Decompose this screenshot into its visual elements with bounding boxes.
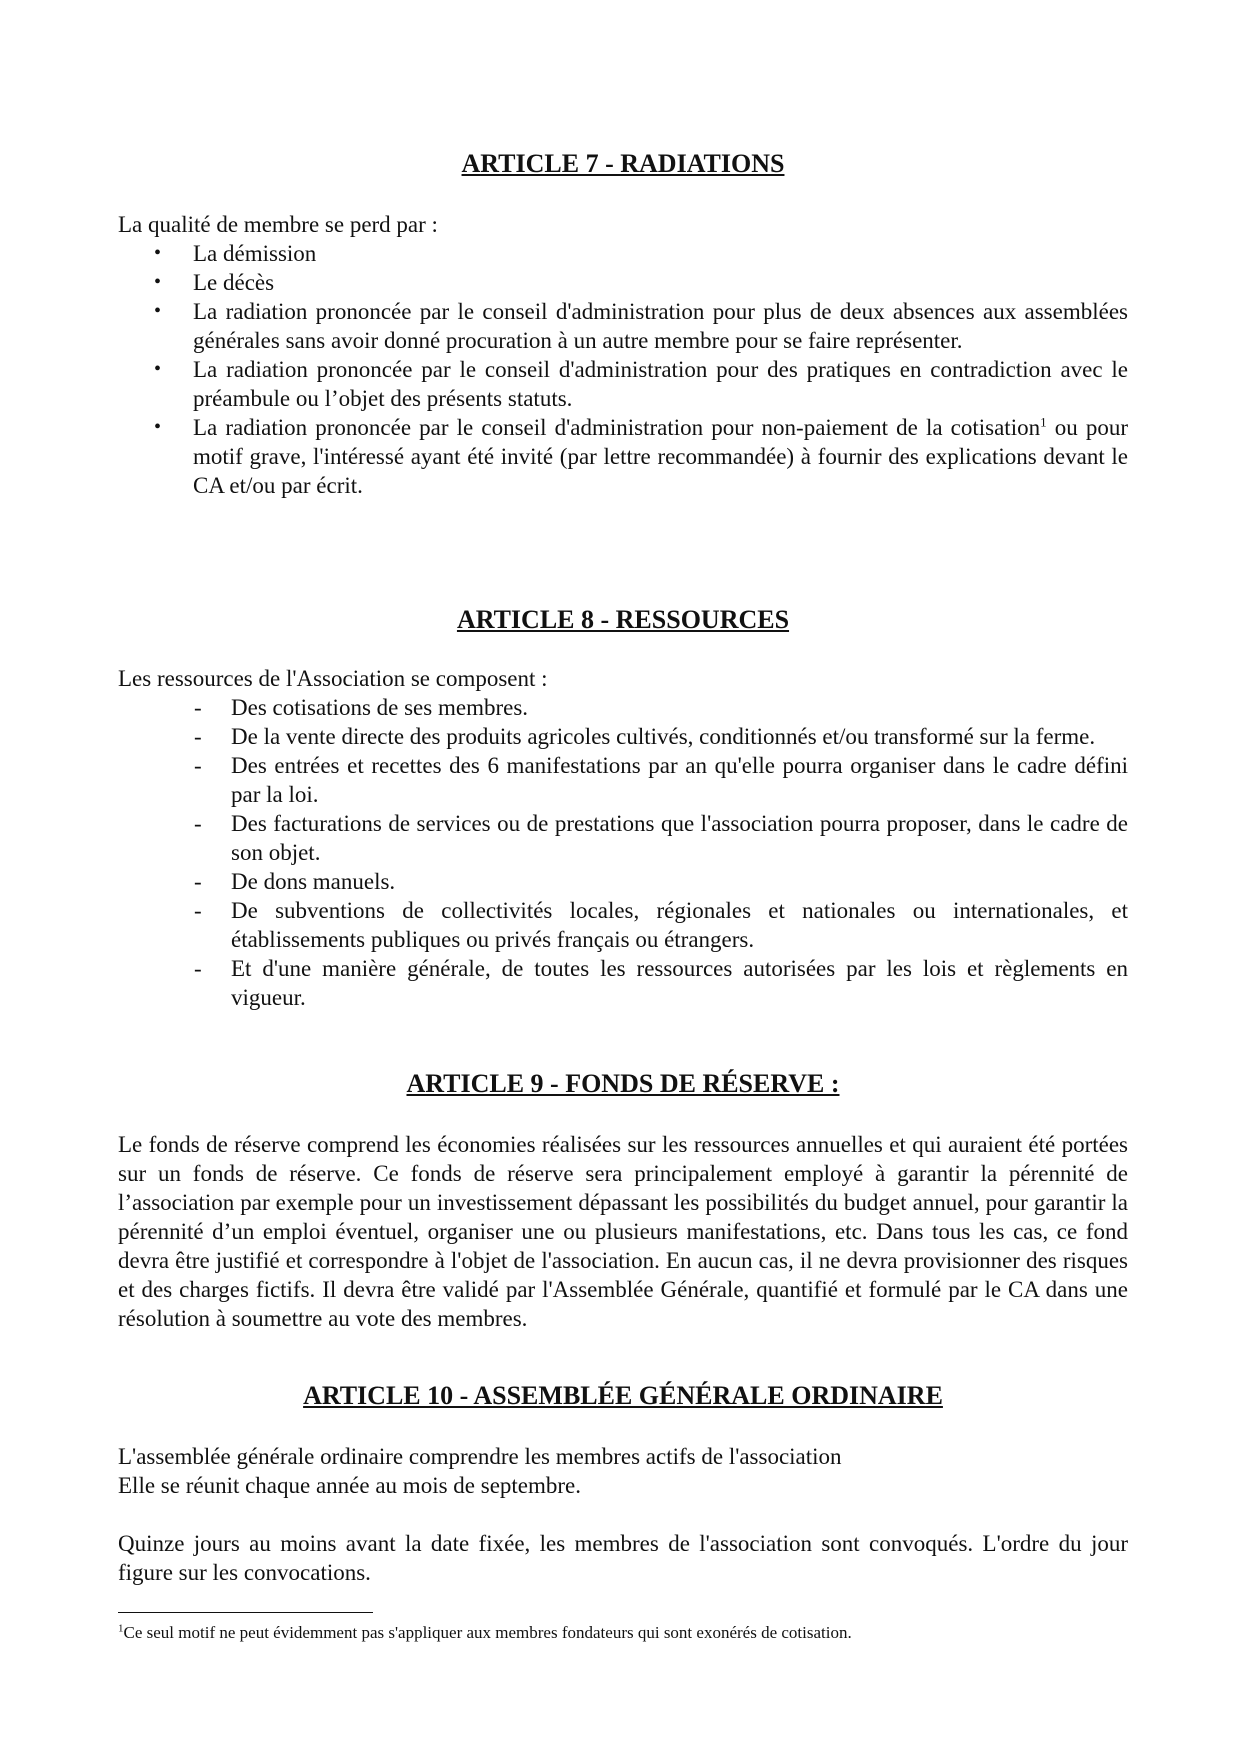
article-8-title: ARTICLE 8 - RESSOURCES — [456, 605, 790, 634]
article-9-body — [118, 1130, 1128, 1333]
article-9-title: ARTICLE 9 - FONDS DE RÉSERVE : — [406, 1069, 840, 1098]
bullet-icon: • — [154, 358, 162, 380]
article-9 — [118, 1068, 1128, 1100]
article-10-title: ARTICLE 10 - ASSEMBLÉE GÉNÉRALE ORDINAIRE — [303, 1381, 943, 1410]
footnote-text: Ce seul motif ne peut évidemment pas s'appliquer aux membres fondateurs qui sont exonérés de cotisation. — [123, 1623, 852, 1642]
list-item: - Des facturations de services ou de prestations que l'association pourra proposer, dans le cadre de son objet. — [194, 811, 1128, 865]
article-8-body — [118, 664, 1128, 1012]
dash-icon: - — [194, 753, 202, 778]
bullet-icon: • — [154, 300, 162, 322]
article-8 — [118, 604, 1128, 636]
list-item: • Le décès — [154, 270, 275, 295]
list-item: - Des cotisations de ses membres. — [194, 695, 529, 720]
article-9-paragraph: Le fonds de réserve comprend les économies réalisées sur les ressources annuelles et qui auraient été portées sur un fonds de réserve. Ce fonds de réserve sera principalement employé à garantir la pérennité de l’association par exemple pour un investissement dépassant les possibilités du budget annuel, pour garantir la pérennité d’un emploi éventuel, organiser une ou plusieurs manifestations, etc. Dans tous les cas, ce fond devra être justifié et correspondre à l'objet de l'association. En aucun cas, il ne devra provisionner des risques et des charges fictifs. Il devra être validé par l'Assemblée Générale, quantifié et formulé par le CA dans une résolution à soumettre au vote des membres. — [118, 1132, 1128, 1331]
list-item: - De dons manuels. — [194, 869, 396, 894]
dash-icon: - — [194, 811, 202, 836]
article-10-line-2: Elle se réunit chaque année au mois de septembre. — [118, 1473, 582, 1498]
dash-icon: - — [194, 869, 202, 894]
article-7-list — [118, 239, 1128, 500]
article-10-body — [118, 1442, 1128, 1587]
dash-icon: - — [194, 898, 202, 923]
list-item: • La radiation prononcée par le conseil d'administration pour des pratiques en contradiction avec le préambule ou l’objet des présents statuts. — [154, 357, 1128, 411]
dash-icon: - — [194, 956, 202, 981]
list-item: • La démission — [154, 241, 317, 266]
list-item: - De subventions de collectivités locales, régionales et nationales ou internationales, et établissements publiques ou privés français ou étrangers. — [194, 898, 1128, 952]
list-item: • La radiation prononcée par le conseil d'administration pour plus de deux absences aux assemblées générales sans avoir donné procuration à un autre membre pour se faire représenter. — [154, 299, 1128, 353]
list-item: - Des entrées et recettes des 6 manifestations par an qu'elle pourra organiser dans le cadre défini par la loi. — [194, 753, 1128, 807]
bullet-icon: • — [154, 271, 162, 293]
article-7 — [118, 148, 1128, 180]
article-8-intro: Les ressources de l'Association se composent : — [118, 666, 548, 691]
dash-icon: - — [194, 695, 202, 720]
article-7-intro: La qualité de membre se perd par : — [118, 212, 438, 237]
article-7-body — [118, 210, 1128, 500]
list-item: - Et d'une manière générale, de toutes les ressources autorisées par les lois et règlements en vigueur. — [194, 956, 1128, 1010]
list-item: - De la vente directe des produits agricoles cultivés, conditionnés et/ou transformé sur la ferme. — [194, 724, 1096, 749]
dash-icon: - — [194, 724, 202, 749]
footnote-number: 1 — [118, 1622, 124, 1635]
document-page — [118, 0, 1128, 1754]
footnote — [118, 1622, 1128, 1644]
bullet-icon: • — [154, 416, 162, 438]
article-8-list — [118, 693, 1128, 1012]
footnote-divider — [118, 1612, 373, 1613]
article-10-line-1: L'assemblée générale ordinaire comprendre les membres actifs de l'association — [118, 1444, 842, 1469]
list-item: • La radiation prononcée par le conseil d'administration pour non-paiement de la cotisation$^1$ ou pour motif grave, l'intéressé ayant été invité (par lettre recommandée) à fournir des explications devant le CA et/ou par écrit. — [154, 414, 1128, 498]
article-10 — [118, 1380, 1128, 1412]
article-7-title: ARTICLE 7 - RADIATIONS — [461, 149, 785, 178]
footnote-ref: 1 — [1040, 414, 1047, 430]
article-10-paragraph-2: Quinze jours au moins avant la date fixée, les membres de l'association sont convoqués. L'ordre du jour figure sur les convocations. — [118, 1531, 1128, 1585]
bullet-icon: • — [154, 242, 162, 264]
